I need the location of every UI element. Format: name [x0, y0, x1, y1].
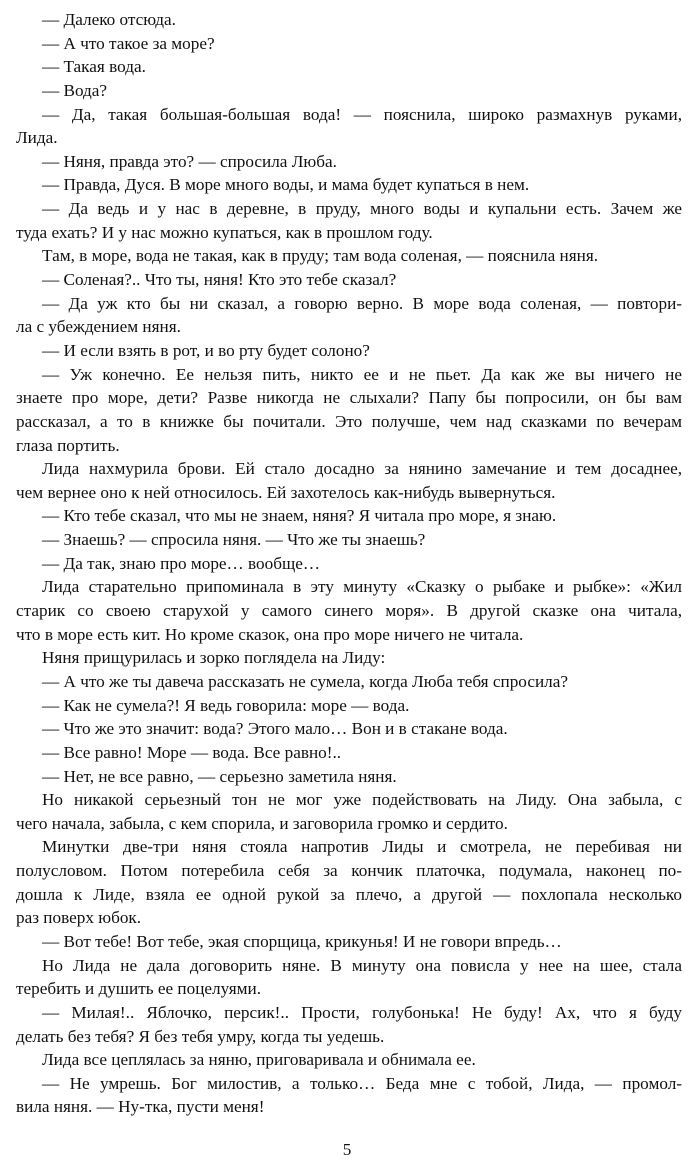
text-line: старик со своею старухой у самого синего моря». В другой сказке она читала, — [16, 601, 682, 621]
text-line: — Как не сумела?! Я ведь говорила: море — вода. — [42, 695, 410, 715]
text-line: делать без тебя? Я без тебя умру, когда ты уедешь. — [16, 1026, 385, 1046]
text-line: Но Лида не дала договорить няне. В минуту она повисла у нее на шее, стала — [42, 955, 682, 975]
text-line: Минутки две-три няня стояла напротив Лиды и смотрела, не перебивая ни — [42, 837, 682, 857]
text-line: Няня прищурилась и зорко поглядела на Лиду: — [42, 648, 386, 668]
text-line: — Знаешь? — спросила няня. — Что же ты знаешь? — [42, 530, 426, 550]
text-line: — Уж конечно. Ее нельзя пить, никто ее и не пьет. Да как же вы ничего не — [42, 364, 682, 384]
text-line: теребить и душить ее поцелуями. — [16, 979, 262, 999]
page-body — [16, 8, 682, 1138]
text-line: — Да ведь и у нас в деревне, в пруду, много воды и купальни есть. Зачем же — [42, 199, 682, 219]
text-line: ла с убеждением няня. — [16, 317, 181, 337]
text-line: раз поверх юбок. — [16, 908, 142, 928]
text-line: Но никакой серьезный тон не мог уже подействовать на Лиду. Она забыла, с — [42, 790, 682, 810]
page-number: 5 — [342, 1140, 352, 1159]
text-column — [16, 8, 682, 1119]
text-line: рассказал, а то в книжке бы почитали. Это получше, чем над сказками по вечерам — [16, 411, 682, 431]
text-line: — Правда, Дуся. В море много воды, и мама будет купаться в нем. — [42, 175, 530, 195]
text-line: чего начала, забыла, с кем спорила, и заговорила громко и сердито. — [16, 813, 508, 833]
text-line: туда ехать? И у нас можно купаться, как в прошлом году. — [16, 222, 433, 242]
text-line: глаза портить. — [16, 435, 120, 455]
text-line: — Нет, не все равно, — серьезно заметила няня. — [42, 766, 397, 786]
text-line: — Не умрешь. Бог милостив, а только… Беда мне с тобой, Лида, — промол- — [42, 1073, 682, 1093]
text-line: что в море есть кит. Но кроме сказок, она про море ничего не читала. — [16, 624, 524, 644]
text-line: полусловом. Потом потеребила себя за кончик платочка, подумала, наконец по- — [16, 861, 682, 881]
text-line: — Такая вода. — [42, 57, 146, 77]
text-line: Лида нахмурила брови. Ей стало досадно за нянино замечание и тем досаднее, — [42, 459, 682, 479]
text-line: — Соленая?.. Что ты, няня! Кто это тебе сказал? — [42, 270, 397, 290]
text-line: Там, в море, вода не такая, как в пруду; там вода соленая, — пояснила няня. — [42, 246, 599, 266]
text-line: вила няня. — Ну-тка, пусти меня! — [16, 1097, 265, 1117]
text-line: — Вода? — [42, 80, 108, 100]
text-line: чем вернее оно к ней относилось. Ей захотелось как-нибудь вывернуться. — [16, 482, 556, 502]
text-line: — Вот тебе! Вот тебе, экая спорщица, крикунья! И не говори впредь… — [42, 931, 562, 951]
text-line: Лида старательно припоминала в эту минуту «Сказку о рыбаке и рыбке»: «Жил — [42, 577, 682, 597]
text-line: дошла к Лиде, взяла ее одной рукой за плечо, а другой — похлопала несколько — [16, 884, 682, 904]
text-line: знаете про море, дети? Разве никогда не слыхали? Папу бы попросили, он бы вам — [16, 388, 682, 408]
text-line: — Да так, знаю про море… вообще… — [42, 553, 321, 573]
text-line: — Няня, правда это? — спросила Люба. — [42, 151, 337, 171]
text-line: — Да, такая большая-большая вода! — пояснила, широко размахнув руками, — [42, 104, 682, 124]
text-line: — Да уж кто бы ни сказал, а говорю верно. В море вода соленая, — повтори- — [42, 293, 682, 313]
text-line: — Милая!.. Яблочко, персик!.. Прости, голубонька! Не буду! Ах, что я буду — [42, 1002, 682, 1022]
text-line: — А что такое за море? — [42, 33, 215, 53]
text-line: — И если взять в рот, и во рту будет солоно? — [42, 340, 370, 360]
text-line: Лида. — [16, 128, 58, 148]
text-line: — Кто тебе сказал, что мы не знаем, няня? Я читала про море, я знаю. — [42, 506, 557, 526]
text-line: — А что же ты давеча рассказать не сумела, когда Люба тебя спросила? — [42, 671, 568, 691]
text-line: Лида все цеплялась за няню, приговаривала и обнимала ее. — [42, 1050, 476, 1070]
text-line: — Что же это значит: вода? Этого мало… Вон и в стакане вода. — [42, 719, 508, 739]
text-line: — Далеко отсюда. — [42, 10, 176, 29]
text-line: — Все равно! Море — вода. Все равно!.. — [42, 742, 342, 762]
